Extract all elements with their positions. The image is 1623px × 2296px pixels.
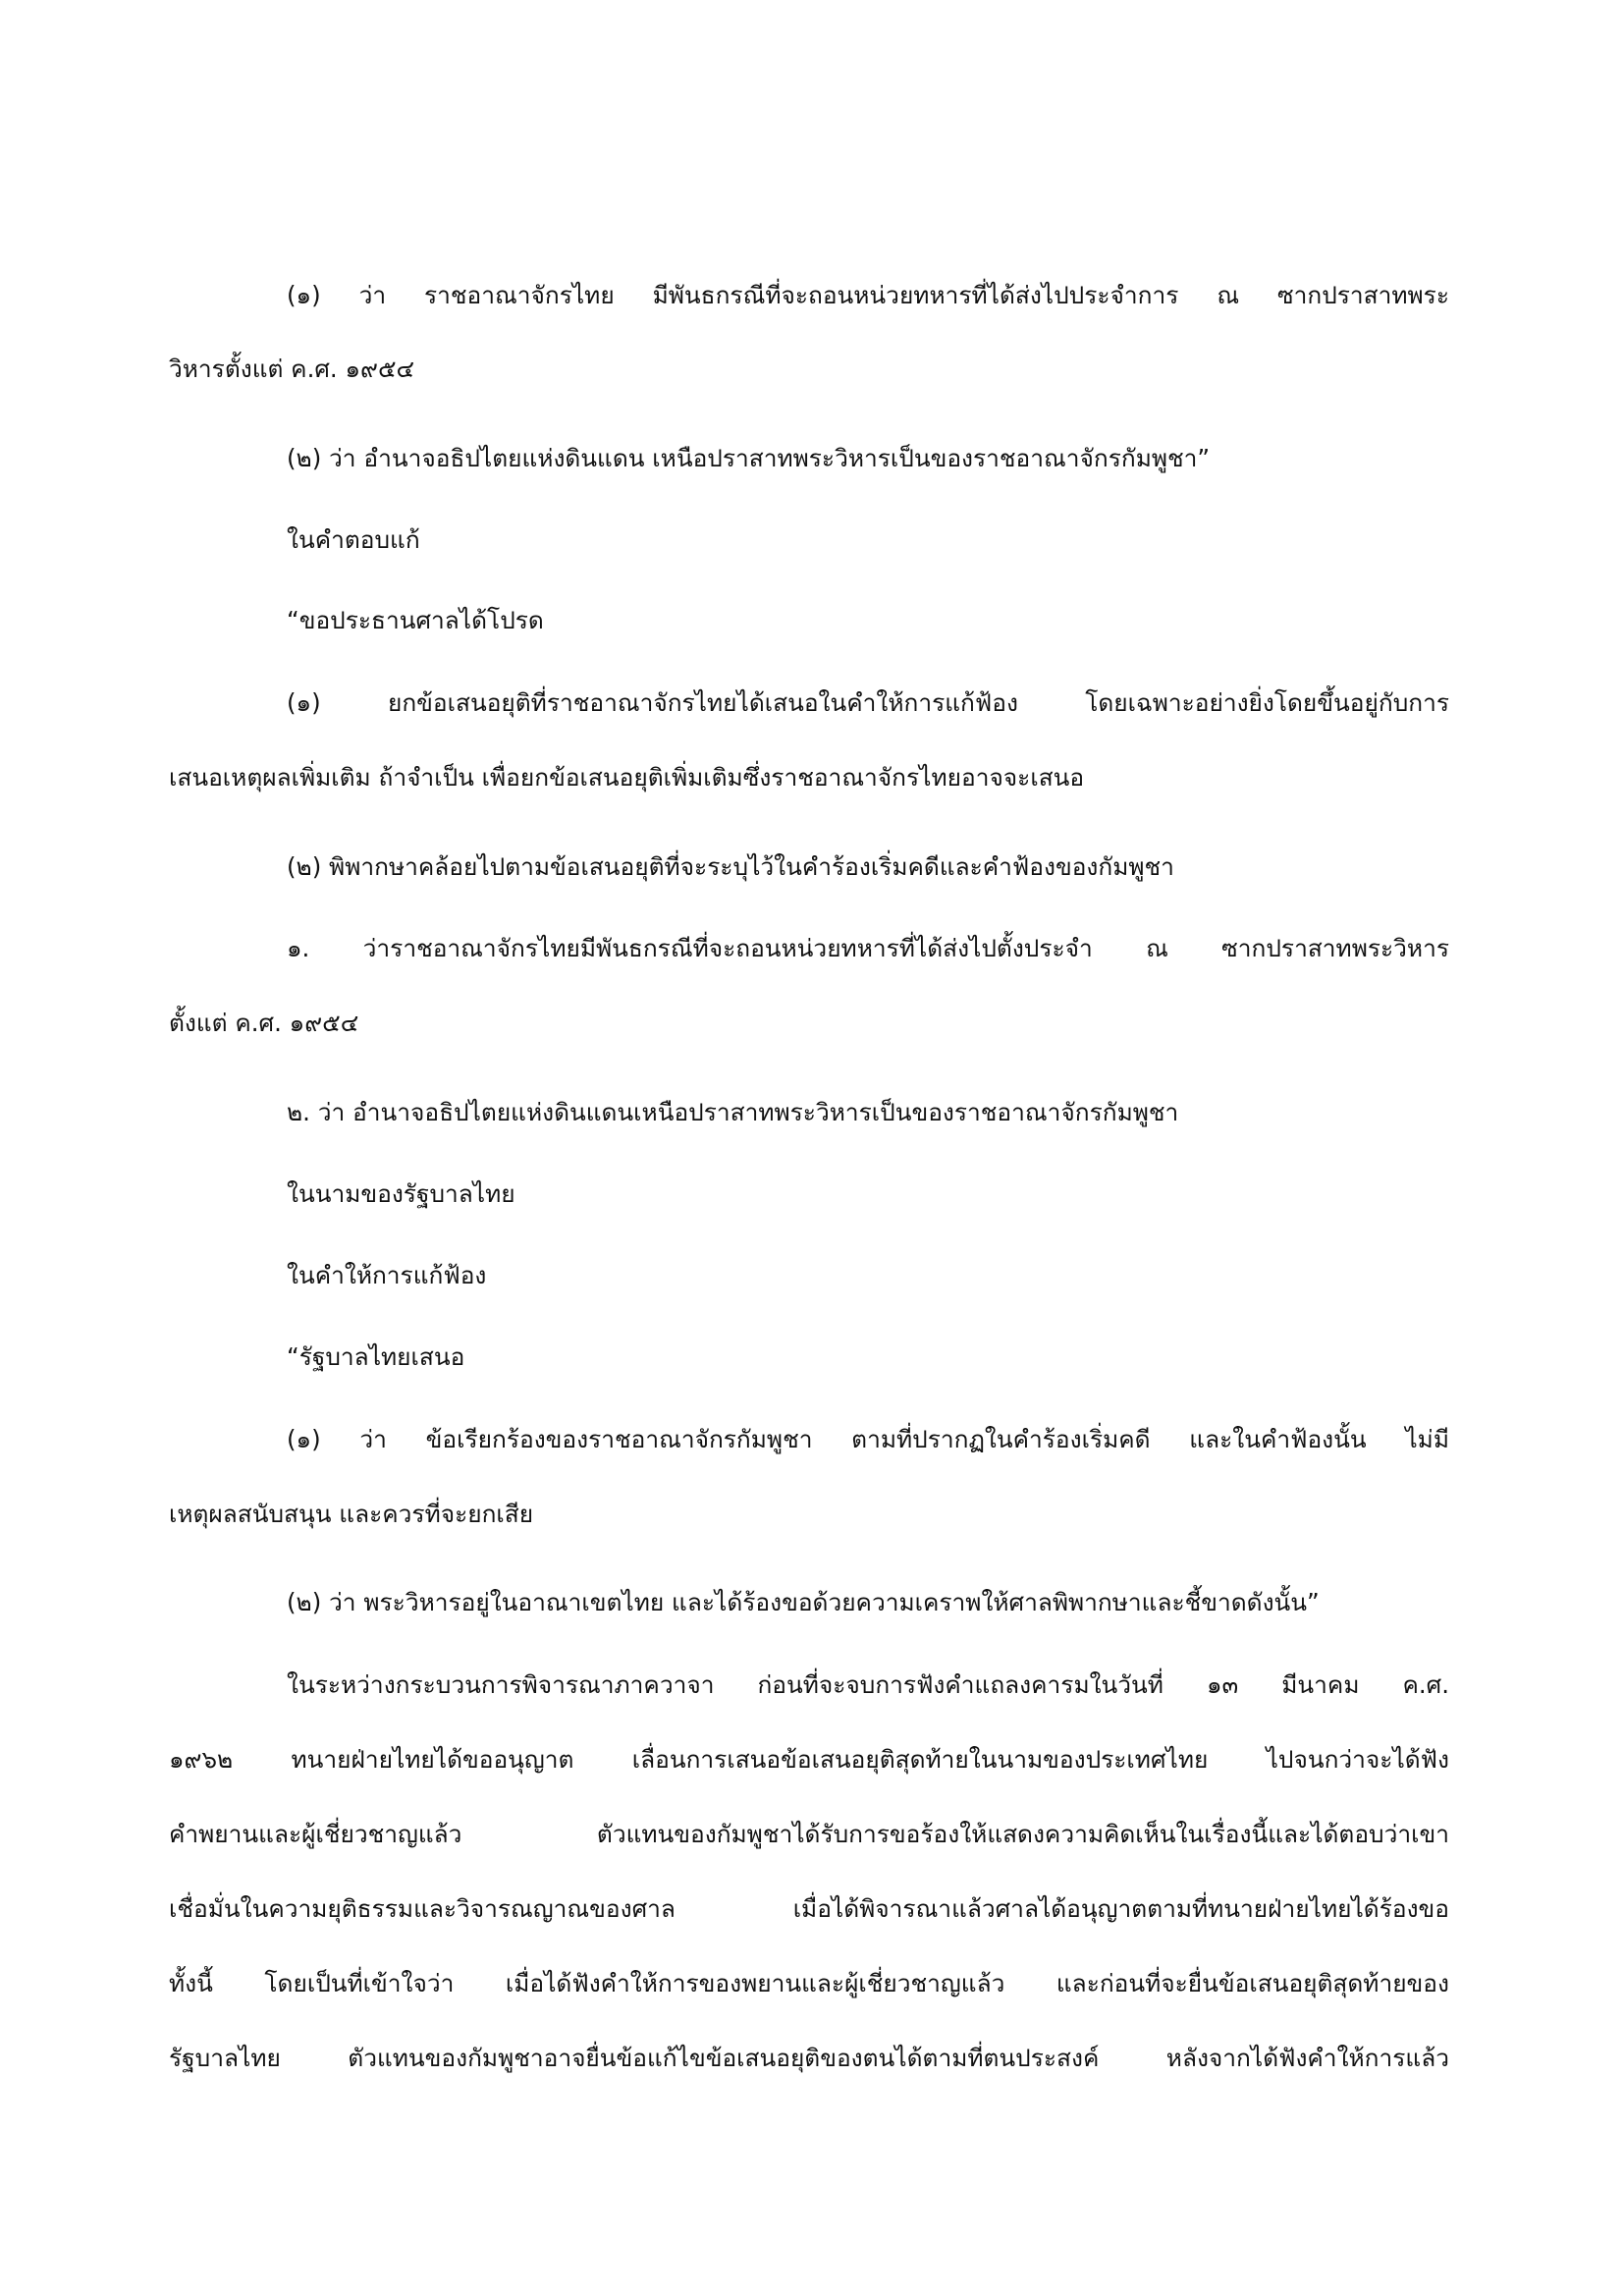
- paragraph-line: ๒. ว่า อำนาจอธิปไตยแห่งดินแดนเหนือปราสาทพระวิหารเป็นของราชอาณาจักรกัมพูชา: [287, 1098, 1179, 1126]
- paragraph-line: “รัฐบาลไทยเสนอ: [287, 1342, 465, 1371]
- paragraph-line: ในคำตอบแก้: [287, 525, 420, 554]
- paragraph-line: เหตุผลสนับสนุน และควรที่จะยกเสีย: [169, 1500, 534, 1528]
- paragraph-line: เสนอเหตุผลเพิ่มเติม ถ้าจำเป็น เพื่อยกข้อเสนอยุติเพิ่มเติมซึ่งราชอาณาจักรไทยอาจจะเสนอ: [169, 763, 1085, 792]
- paragraph-line: (๒) ว่า พระวิหารอยู่ในอาณาเขตไทย และได้ร้องขอด้วยความเคราพให้ศาลพิพากษาและชี้ขาดดังนั้น”: [287, 1588, 1320, 1616]
- paragraph-line: ตั้งแต่ ค.ศ. ๑๙๕๔: [169, 1009, 359, 1037]
- paragraph-line: ในนามของรัฐบาลไทย: [287, 1179, 515, 1208]
- paragraph-line: ๑๙๖๒ ทนายฝ่ายไทยได้ขออนุญาต เลื่อนการเสนอข้อเสนอยุติสุดท้ายในนามของประเทศไทย ไปจนกว่าจะได้ฟัง: [169, 1745, 1449, 1774]
- paragraph-line: (๒) พิพากษาคล้อยไปตามข้อเสนอยุติที่จะระบุไว้ในคำร้องเริ่มคดีและคำฟ้องของกัมพูชา: [287, 852, 1174, 881]
- paragraph-line: ในคำให้การแก้ฟ้อง: [287, 1261, 487, 1289]
- paragraph-line: ในระหว่างกระบวนการพิจารณาภาควาจา ก่อนที่จะจบการฟังคำแถลงคารมในวันที่ ๑๓ มีนาคม ค.ศ.: [287, 1670, 1449, 1699]
- paragraph-line: คำพยานและผู้เชี่ยวชาญแล้ว ตัวแทนของกัมพูชาได้รับการขอร้องให้แสดงความคิดเห็นในเรื่องนี้และได้ตอบว่าเขา: [169, 1820, 1449, 1848]
- paragraph-line: วิหารตั้งแต่ ค.ศ. ๑๙๕๔: [169, 355, 415, 383]
- paragraph-line: (๒) ว่า อำนาจอธิปไตยแห่งดินแดน เหนือปราสาทพระวิหารเป็นของราชอาณาจักรกัมพูชา”: [287, 444, 1211, 472]
- paragraph-line: “ขอประธานศาลได้โปรด: [287, 606, 544, 634]
- paragraph-line: ๑. ว่าราชอาณาจักรไทยมีพันธกรณีที่จะถอนหน่วยทหารที่ได้ส่งไปตั้งประจำ ณ ซากปราสาทพระวิหาร: [287, 934, 1449, 962]
- paragraph-line: เชื่อมั่นในความยุติธรรมและวิจารณญาณของศาล เมื่อได้พิจารณาแล้วศาลได้อนุญาตตามที่ทนายฝ่ายไทยได้ร้องขอ: [169, 1894, 1449, 1923]
- paragraph-line: (๑) ว่า ราชอาณาจักรไทย มีพันธกรณีที่จะถอนหน่วยทหารที่ได้ส่งไปประจำการ ณ ซากปราสาทพระ: [287, 281, 1449, 309]
- paragraph-line: (๑) ว่า ข้อเรียกร้องของราชอาณาจักรกัมพูชา ตามที่ปรากฏในคำร้องเริ่มคดี และในคำฟ้องนั้น ไม่มี: [287, 1425, 1449, 1453]
- paragraph-line: รัฐบาลไทย ตัวแทนของกัมพูชาอาจยื่นข้อแก้ไขข้อเสนอยุติของตนได้ตามที่ตนประสงค์ หลังจากได้ฟังคำให้การแล้ว: [169, 2044, 1449, 2072]
- paragraph-line: ทั้งนี้ โดยเป็นที่เข้าใจว่า เมื่อได้ฟังคำให้การของพยานและผู้เชี่ยวชาญแล้ว และก่อนที่จะยื่นข้อเสนอยุติสุดท้ายของ: [169, 1969, 1449, 1997]
- paragraph-line: (๑) ยกข้อเสนอยุติที่ราชอาณาจักรไทยได้เสนอในคำให้การแก้ฟ้อง โดยเฉพาะอย่างยิ่งโดยขึ้นอยู่กับการ: [287, 688, 1449, 717]
